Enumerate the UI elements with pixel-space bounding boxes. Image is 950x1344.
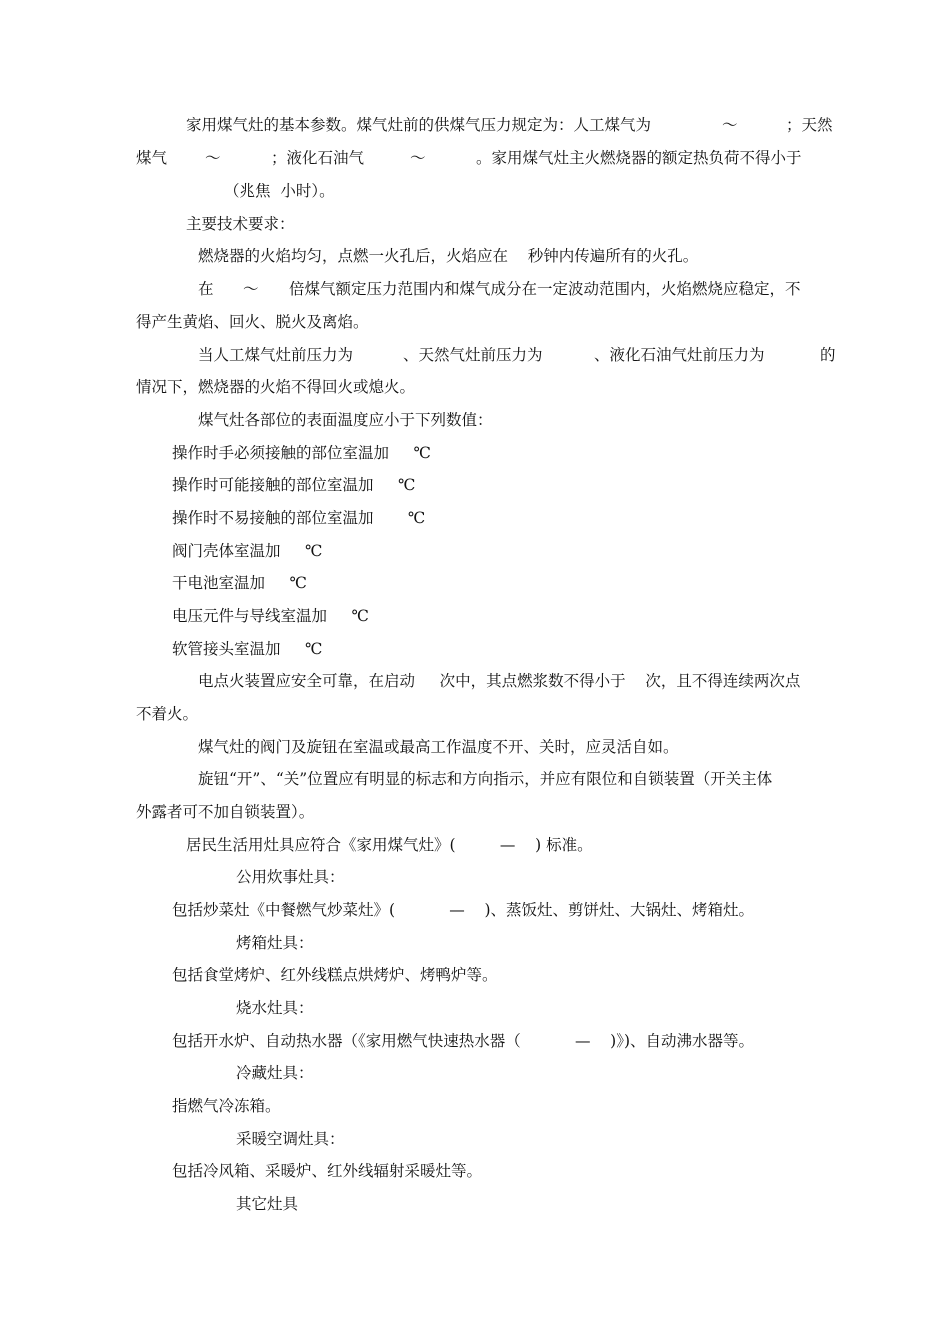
range-tilde: ～	[205, 149, 221, 167]
range-tilde: ～	[410, 149, 426, 167]
paragraph-line: 的	[820, 346, 836, 364]
list-item: 电压元件与导线室温加 ℃	[172, 607, 369, 625]
list-item: 干电池室温加 ℃	[172, 574, 307, 592]
paragraph-line: 包括开水炉、自动热水器（《家用燃气快速热水器（ — )》)、自动沸水器等。	[172, 1032, 755, 1050]
subheading: 其它灶具	[236, 1195, 299, 1213]
list-item: 软管接头室温加 ℃	[172, 640, 323, 658]
paragraph-line: 。家用煤气灶主火燃烧器的额定热负荷不得小于	[476, 149, 802, 167]
subheading: 冷藏灶具：	[236, 1064, 314, 1082]
paragraph-line: 居民生活用灶具应符合《家用煤气灶》( — ) 标准。	[186, 836, 593, 854]
paragraph-line: 燃烧器的火焰均匀，点燃一火孔后，火焰应在 秒钟内传遍所有的火孔。	[198, 247, 699, 265]
list-item: 操作时可能接触的部位室温加 ℃	[172, 476, 416, 494]
paragraph-line: 外露者可不加自锁装置）。	[136, 803, 315, 821]
list-item: 操作时不易接触的部位室温加 ℃	[172, 509, 426, 527]
paragraph-line: 情况下，燃烧器的火焰不得回火或熄火。	[136, 378, 416, 396]
paragraph-line: 包括冷风箱、采暖炉、红外线辐射采暖灶等。	[172, 1162, 483, 1180]
list-item: 阀门壳体室温加 ℃	[172, 542, 323, 560]
paragraph-line: 煤气灶各部位的表面温度应小于下列数值：	[198, 411, 493, 429]
paragraph-line: 在	[198, 280, 214, 298]
paragraph-line: 、液化石油气灶前压力为	[594, 346, 765, 364]
paragraph-line: 电点火装置应安全可靠，在启动 次中，其点燃浆数不得小于 次，且不得连续两次点	[198, 672, 801, 690]
paragraph-line: 包括食堂烤炉、红外线糕点烘烤炉、烤鸭炉等。	[172, 966, 498, 984]
list-item: 操作时手必须接触的部位室温加 ℃	[172, 444, 431, 462]
subheading: 烧水灶具：	[236, 999, 314, 1017]
paragraph-line: 煤气	[136, 149, 168, 167]
paragraph-line: （兆焦 小时）。	[224, 182, 335, 200]
range-tilde: ～	[243, 280, 259, 298]
paragraph-line: 得产生黄焰、回火、脱火及离焰。	[136, 313, 369, 331]
paragraph-line: 指燃气冷冻箱。	[172, 1097, 281, 1115]
paragraph-line: 煤气灶的阀门及旋钮在室温或最高工作温度不开、关时，应灵活自如。	[198, 738, 679, 756]
paragraph-line: 倍煤气额定压力范围内和煤气成分在一定波动范围内，火焰燃烧应稳定，不	[289, 280, 801, 298]
paragraph-line: ；天然	[786, 116, 833, 134]
subheading: 采暖空调灶具：	[236, 1130, 345, 1148]
paragraph-line: 、天然气灶前压力为	[403, 346, 543, 364]
paragraph-line: 旋钮“开”、“关”位置应有明显的标志和方向指示，并应有限位和自锁装置（开关主体	[198, 770, 773, 788]
range-tilde: ～	[722, 116, 738, 134]
subheading: 烤箱灶具：	[236, 934, 314, 952]
paragraph-line: 包括炒菜灶《中餐燃气炒菜灶》( — )、蒸饭灶、剪饼灶、大锅灶、烤箱灶。	[172, 901, 755, 919]
section-heading: 主要技术要求：	[186, 215, 295, 233]
paragraph-line: ；液化石油气	[271, 149, 365, 167]
paragraph-line: 当人工煤气灶前压力为	[198, 346, 354, 364]
paragraph-line: 不着火。	[136, 705, 199, 723]
subheading: 公用炊事灶具：	[236, 868, 345, 886]
paragraph-line: 家用煤气灶的基本参数。煤气灶前的供煤气压力规定为：人工煤气为	[186, 116, 652, 134]
